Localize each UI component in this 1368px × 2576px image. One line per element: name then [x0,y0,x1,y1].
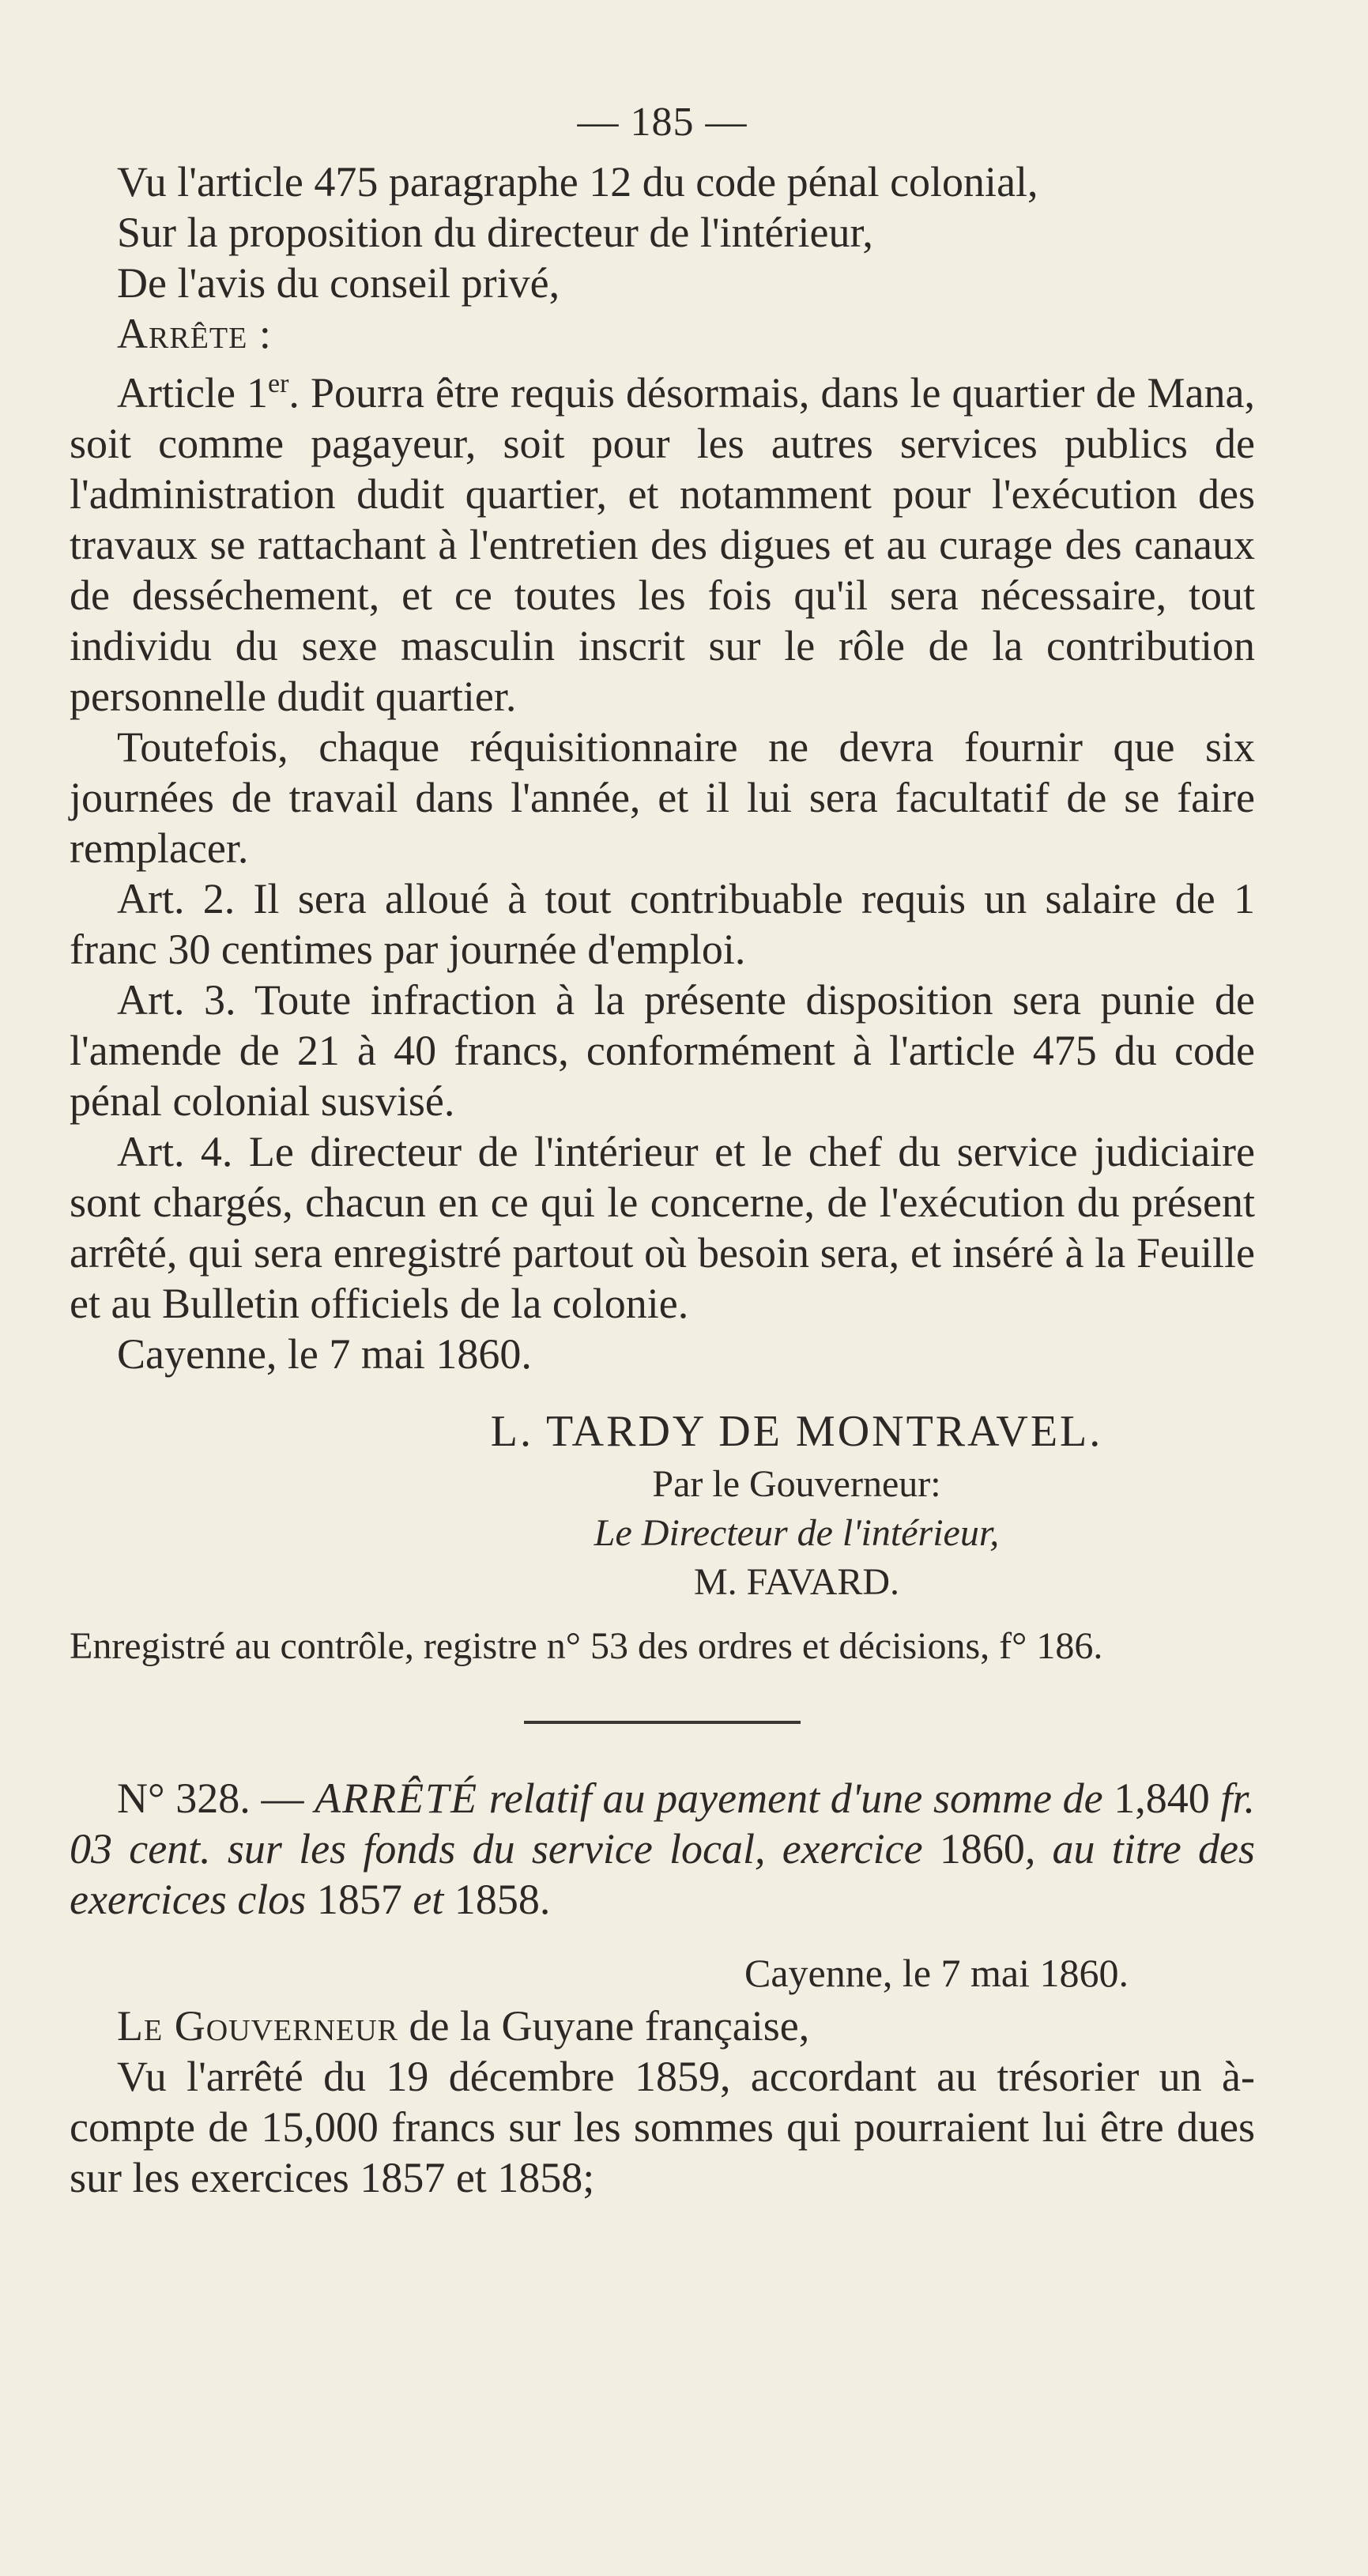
arrete-title-end: . [539,1876,551,1923]
article-1-paragraph-2: Toutefois, chaque réquisitionnaire ne devra fournir que six journées de travail dans l'année, et il lui sera facultatif de se faire remplacer. [70,723,1255,872]
signature-par: Par le Gouverneur: [652,1463,941,1505]
governor-line [70,2001,1255,2051]
arrete-year: 1860 [939,1825,1025,1873]
registration-note: Enregistré au contrôle, registre n° 53 des ordres et décisions, f° 186. [70,1625,1103,1667]
signature-name: L. TARDY DE MONTRAVEL. [490,1407,1103,1456]
article-4: Art. 4. Le directeur de l'intérieur et le chef du service judiciaire sont chargés, chacun en ce qui le concerne, de l'exécution du présent arrêté, qui sera enregistré partout où besoin sera, et inséré à la Feuille et au Bulletin officiels de la colonie. [70,1128,1255,1327]
arrete-year-closed-a: 1857 [316,1876,402,1923]
paragraph-vu-article: Vu l'article 475 paragraphe 12 du code pénal colonial, [117,158,1038,206]
page-text [70,95,1255,2203]
arrete-year-closed-b: 1858 [454,1876,540,1923]
article-1 [70,359,1255,722]
arrete-title-d: et [401,1876,454,1923]
governor-title: Le Gouverneur [117,2002,399,2050]
arrete-word: ARRÊTÉ [315,1775,479,1822]
article-1-text: . Pourra être requis désormais, dans le quartier de Mana, soit comme pagayeur, soit pour les autres services publics de l'administration dudit quartier, et notamment pour l'exécution des travaux se rattachant à l'entretien des digues et au curage des canaux de desséchement, et ce toutes les fois qu'il sera nécessaire, tout individu du sexe masculin inscrit sur le rôle de la contribution personnelle dudit quartier. [70,369,1255,720]
paragraph-proposition: Sur la proposition du directeur de l'intérieur, [117,209,873,256]
signature-role: Le Directeur de l'intérieur, [594,1512,1000,1554]
governor-rest: de la Guyane française, [398,2002,810,2050]
article-2: Art. 2. Il sera alloué à tout contribuable requis un salaire de 1 franc 30 centimes par journée d'emploi. [70,875,1255,973]
date-line: Cayenne, le 7 mai 1860. [117,1330,532,1378]
article-3: Art. 3. Toute infraction à la présente disposition sera punie de l'amende de 21 à 40 francs, conformément à l'article 475 du code pénal colonial susvisé. [70,976,1255,1125]
paragraph-avis: De l'avis du conseil privé, [117,259,560,307]
page-number: — 185 — [577,100,748,145]
arrete-title [70,1773,1255,1925]
signature-signer: M. FAVARD. [693,1561,900,1603]
arrete-amount: 1,840 [1114,1775,1210,1822]
arrete-title-c: , au titre des exercices clos [70,1825,1255,1923]
article-1-superscript: er [267,369,289,398]
arrete-date: Cayenne, le 7 mai 1860. [744,1951,1129,1995]
arrete-number: N° 328. [117,1775,251,1822]
arrete-title-b: fr. 03 cent. sur les fonds du service local, exercice [70,1775,1255,1873]
arrete-title-a: relatif au payement d'une somme de [478,1775,1114,1822]
article-1-lead: Article 1 [117,369,268,417]
section-divider [524,1721,801,1724]
arrete-dash: — [250,1775,315,1822]
arrete-label: Arrête : [117,310,272,357]
paragraph-vu-arrete: Vu l'arrêté du 19 décembre 1859, accordant au trésorier un à-compte de 15,000 francs sur les sommes qui pourraient lui être dues sur les exercices 1857 et 1858; [70,2053,1255,2201]
